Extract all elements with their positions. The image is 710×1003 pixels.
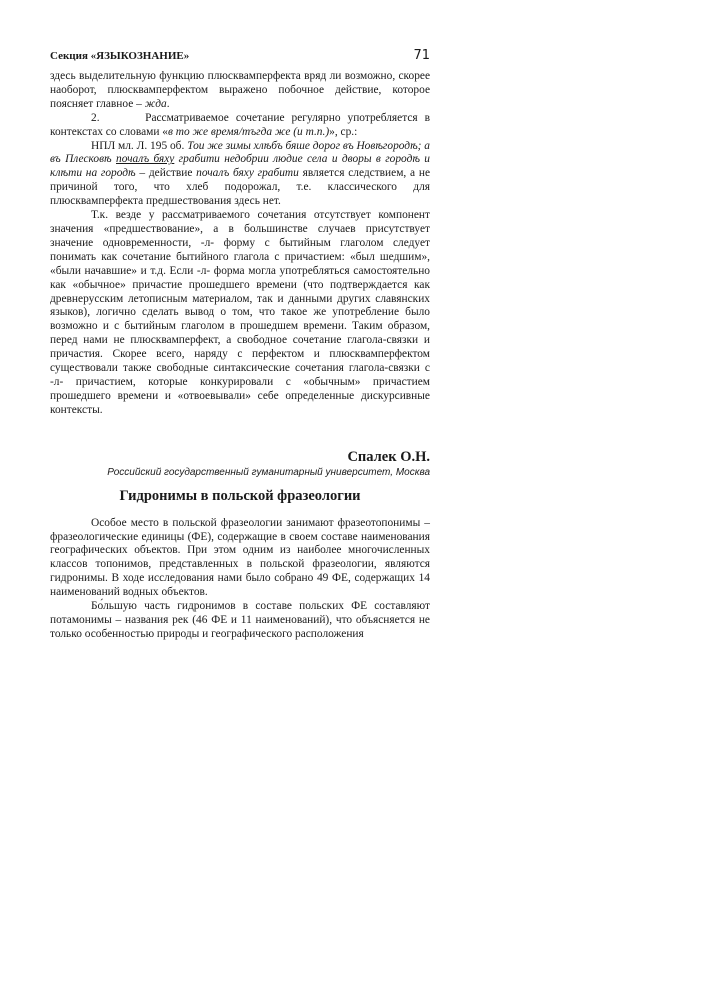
article-paragraph-2: Бо́льшую часть гидронимов в составе польских ФЕ составляют потамонимы – названия рек (46 ФЕ и 11 наименований), что объясняется не только особенностью природы и географического расположения [50, 600, 430, 640]
paragraph-continuation [50, 70, 430, 112]
p1-end: . [166, 97, 170, 110]
article-title: Гидронимы в польской фразеологии [119, 487, 361, 504]
section-title: Секция «ЯЗЫКОЗНАНИЕ» [50, 50, 190, 62]
example-quote [50, 140, 430, 210]
example-mid: – действие [135, 167, 197, 180]
p2-text: Рассматриваемое сочетание регулярно употребляется в контекстах со словами « [50, 111, 430, 138]
paragraph-conclusion: Т.к. везде у рассматриваемого сочетания отсутствует компонент значения «предшествование», а в большинстве случаев присутствует значение одновременности, -л- форму с бытийным глаголом следует понимать как сочетание бытийного глагола с причастием: «был шедшим», «были начавшие» и т.д. Если -л- форма могла употребляться самостоятельно как «обычное» причастие прошедшего времени (что подтверждается как древнерусским летописным материалом, так и данными других славянских языков), логично сделать вывод о том, что такое же употребление было возможно и с бытийным глаголом в прошедшем времени. Таким образом, перед нами не плюсквамперфект, а свободное сочетание глагола-связки и причастия. Скорее всего, наряду с перфектом и плюсквамперфектом существовали также свободные синтаксические сочетания глагола-связки с -л- причастием, которые конкурировали с «обычным» причастием прошедшего времени и «отвоевывали» себе определенные дискурсивные контексты. [50, 209, 430, 416]
article-affiliation: Российский государственный гуманитарный университет, Москва [107, 466, 430, 478]
example-end: является следствием, а не причиной того, что хлеб подорожал, т.е. классического для плюсквамперфекта предшествования здесь нет. [50, 167, 430, 208]
page-number: 71 [413, 48, 430, 63]
example-underlined: почалъ бяху [116, 153, 175, 166]
p1-italic: жда [144, 97, 167, 110]
p2-end: », ср.: [329, 125, 358, 138]
example-reference: НПЛ мл. Л. 195 об. [91, 139, 188, 152]
example-italic-1: Тои же зимы хлѣбъ бяше дорог въ Новѣгородѣ; а въ Плесковѣ [50, 139, 431, 166]
p1-text: здесь выделительную функцию плюсквамперфекта вряд ли возможно, скорее наоборот, плюсквамперфектом выражено побочное действие, которое поясняет главное – [50, 70, 430, 110]
p2-italic: в то же время/тъгда же (и т.п.) [167, 125, 330, 138]
paragraph-point-2 [50, 112, 430, 140]
article-paragraph-1: Особое место в польской фразеологии занимают фразеотопонимы – фразеологические единицы (ФЕ), содержащие в своем составе наименования географических объектов. При этом одним из наиболее многочисленных классов топонимов, представленных в польской фразеологии, являются гидронимы. В ходе исследования нами было собрано 49 ФЕ, содержащих 14 наименований водных объектов. [50, 516, 430, 599]
running-header [50, 48, 430, 70]
example-italic-2: грабити недобрии людие села и дворы в городѣ и клѣти на городѣ [50, 153, 430, 180]
example-italic-3: почалъ бяху грабити [196, 167, 299, 180]
p2-number: 2. [91, 111, 100, 124]
article-author: Спалек О.Н. [347, 448, 430, 465]
page [50, 48, 430, 642]
